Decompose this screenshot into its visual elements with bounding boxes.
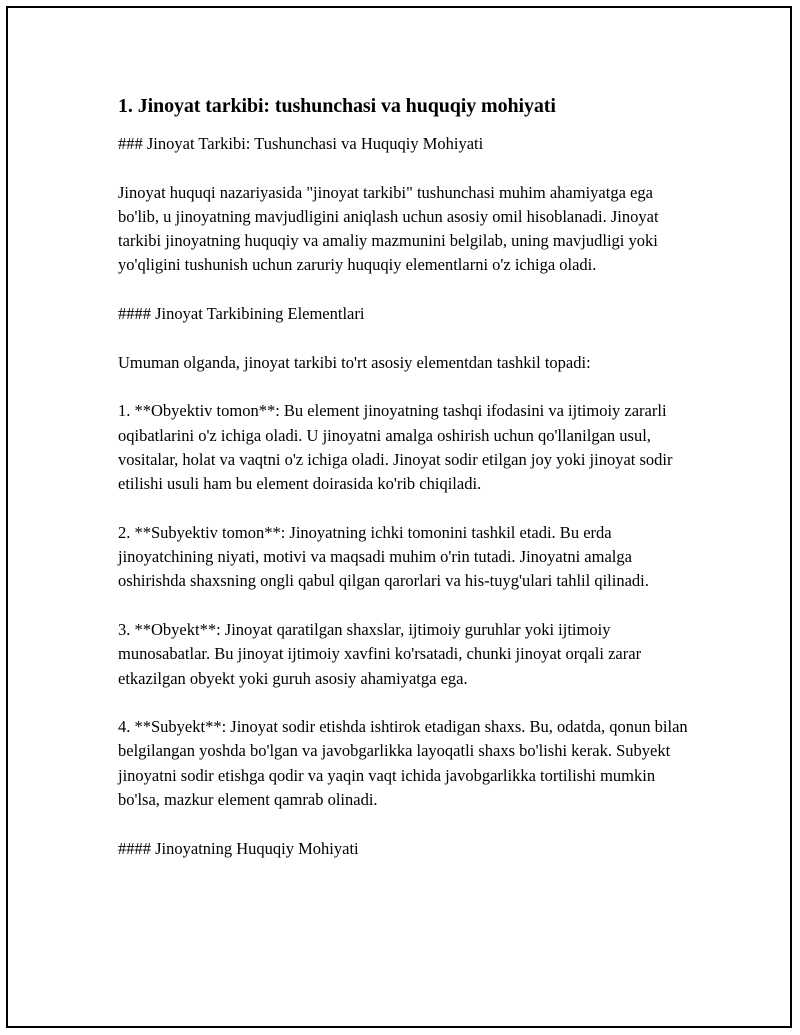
- elements-intro-paragraph: Umuman olganda, jinoyat tarkibi to'rt asosiy elementdan tashkil topadi:: [118, 352, 591, 372]
- document-title: 1. Jinoyat tarkibi: tushunchasi va huquqiy mohiyati: [118, 95, 556, 117]
- list-item-objective-side: 1. **Obyektiv tomon**: Bu element jinoyatning tashqi ifodasini va ijtimoiy zararli oqibatlarini o'z ichiga oladi. U jinoyatni amalga oshirish uchun qo'llanilgan usul, vositalar, holat va vaqtni o'z ichiga oladi. Jinoyat sodir etilgan joy yoki jinoyat sodir etilishi usuli ham bu element doirasida ko'rib chiqiladi.: [118, 401, 673, 494]
- list-item-object: 3. **Obyekt**: Jinoyat qaratilgan shaxslar, ijtimoiy guruhlar yoki ijtimoiy munosabatlar. Bu jinoyat ijtimoiy xavfini ko'rsatadi, chunki jinoyat orqali zarar etkazilgan obyekt yoki guruh asosiy ahamiyatga ega.: [118, 619, 642, 688]
- list-item-subjective-side: 2. **Subyektiv tomon**: Jinoyatning ichki tomonini tashkil etadi. Bu erda jinoyatchining niyati, motivi va maqsadi muhim o'rin tutadi. Jinoyatni amalga oshirishda shaxsning ongli qabul qilgan qarorlari va his-tuyg'ulari tahlil qilinadi.: [118, 522, 649, 591]
- section-heading: ### Jinoyat Tarkibi: Tushunchasi va Huquqiy Mohiyati: [118, 134, 484, 153]
- document-body: [118, 92, 698, 885]
- subsection-heading-elements: #### Jinoyat Tarkibining Elementlari: [118, 304, 365, 324]
- subsection-heading-legal-essence: #### Jinoyatning Huquqiy Mohiyati: [118, 838, 359, 858]
- intro-paragraph: Jinoyat huquqi nazariyasida "jinoyat tarkibi" tushunchasi muhim ahamiyatga ega bo'lib, u jinoyatning mavjudligini aniqlash uchun asosiy omil hisoblanadi. Jinoyat tarkibi jinoyatning huquqiy va amaliy mazmunini belgilab, uning mavjudligi yoki yo'qligini tushunish uchun zaruriy huquqiy elementlarni o'z ichiga oladi.: [118, 182, 659, 275]
- list-item-subject: 4. **Subyekt**: Jinoyat sodir etishda ishtirok etadigan shaxs. Bu, odatda, qonun bilan belgilangan yoshda bo'lgan va javobgarlikka layoqatli shaxs bo'lishi kerak. Subyekt jinoyatni sodir etishga qodir va yaqin vaqt ichida javobgarlikka tortilishi mumkin bo'lsa, mazkur element qamrab olinadi.: [118, 717, 688, 810]
